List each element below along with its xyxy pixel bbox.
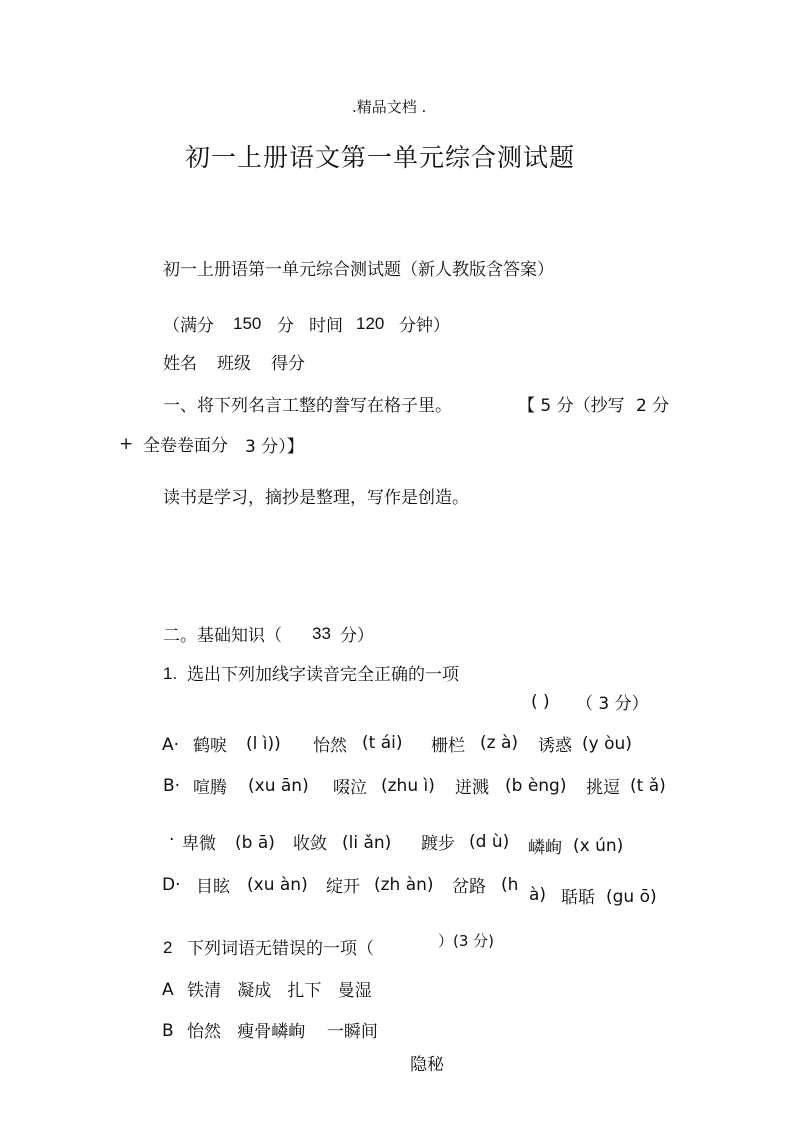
option-pinyin: (zh àn) [374,875,434,895]
option-word: 绽开 [326,877,360,897]
option-word: 喧腾 [193,778,227,798]
option-word: 卑微 [182,834,216,854]
option-pinyin: (xu ān) [248,776,309,796]
option-word: 嶙峋 [528,838,562,858]
option-pinyin: (h [501,875,519,895]
section-1-points-e: 3 分）】 [245,437,304,457]
option-word: 收敛 [293,834,327,854]
option-label: A· [162,735,180,755]
q2-text: 下列词语无错误的一项（ [187,939,374,959]
option-pinyin: (y òu) [582,734,632,754]
q1-answer-bracket[interactable]: ( ) [531,692,550,712]
option-word: 目眩 [196,877,230,897]
option-label: A [162,980,174,1000]
option-pinyin: (x ún) [573,836,624,856]
section-2-heading: 二。基础知识（ [163,626,282,646]
page-footer: 隐秘 [410,1055,444,1075]
meta-unit-fen: 分 [277,316,294,336]
option-text: 怡然 瘦骨嶙峋 一瞬间 [187,1022,378,1042]
field-score-label: 得分 [271,354,305,374]
q2-number: 2 [163,938,173,957]
option-pinyin: (b èng) [505,776,567,796]
meta-time-label: 时间 [309,316,343,336]
meta-open: （满分 [163,316,214,336]
option-label: B [162,1021,174,1041]
option-label: · [169,830,175,850]
meta-time-total: 120 [356,314,385,333]
section-1-quote: 读书是学习，摘抄是整理，写作是创造。 [163,488,469,508]
option-pinyin: (z à) [480,733,519,753]
q2-points: ）(3 分) [438,932,495,950]
subtitle: 初一上册语第一单元综合测试题（新人教版含答案） [163,260,554,280]
section-1-points-c: + [119,434,134,454]
option-word: 诱惑 [538,736,572,756]
q1-text: 选出下列加线字读音完全正确的一项 [187,665,459,685]
meta-unit-min: 分钟） [399,316,450,336]
option-pinyin: (b ā) [235,833,275,853]
option-label: D· [162,875,181,895]
option-word: 迸溅 [455,778,489,798]
writing-grid-area[interactable] [160,520,640,605]
section-1-points-d: 全卷卷面分 [143,436,228,456]
section-1-points-a: 【 5 分（抄写 [518,396,625,416]
section-2-heading-end: 分） [340,626,374,646]
option-pinyin: (li ǎn) [342,833,392,853]
q1-points: （ 3 分） [576,694,649,714]
option-word: 踱步 [421,834,455,854]
option-pinyin: (l ì)) [246,734,281,754]
option-pinyin: (t ái) [362,733,403,753]
option-word: 聒聒 [561,888,595,908]
option-word: 鹤唳 [193,736,227,756]
option-pinyin: (t ǎ) [630,776,666,796]
watermark: .精品文档 . [352,98,427,116]
page-title: 初一上册语文第一单元综合测试题 [185,143,576,172]
section-1-heading: 一、将下列名言工整的誊写在格子里。 [163,396,452,416]
field-name-label: 姓名 [163,354,197,374]
option-pinyin: à) [529,885,547,905]
section-1-points-b: 2 分 [636,396,670,416]
option-label: B· [163,776,181,796]
option-word: 挑逗 [586,778,620,798]
meta-score-total: 150 [233,314,262,333]
q1-number: 1. [163,664,178,683]
option-pinyin: (d ù) [469,832,510,852]
option-word: 怡然 [313,736,347,756]
option-word: 栅栏 [431,736,465,756]
option-pinyin: (zhu ì) [381,776,435,796]
option-word: 岔路 [452,877,486,897]
option-pinyin: (xu àn) [247,875,308,895]
option-text: 铁清 凝成 扎下 曼湿 [187,981,372,1001]
field-class-label: 班级 [217,354,251,374]
option-pinyin: (gu ō) [606,887,657,907]
option-word: 啜泣 [333,778,367,798]
section-2-points: 33 [312,624,331,643]
